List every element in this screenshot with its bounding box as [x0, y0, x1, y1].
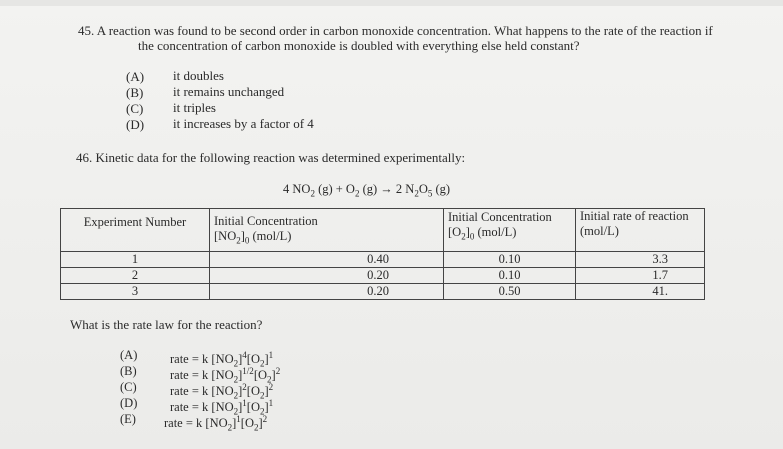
cell-o2: 0.10: [444, 268, 576, 284]
cell-no2: 0.40: [210, 252, 444, 268]
stray-mark: .: [664, 284, 668, 298]
q46-option-c[interactable]: [120, 379, 274, 401]
option-letter: (A): [120, 348, 138, 362]
q45-line1: [78, 23, 713, 39]
q45-number: 45.: [78, 23, 95, 38]
rate-law-a: rate = k $[NO_2]^4[O_2]^1$: [170, 350, 274, 369]
table-row: [61, 268, 705, 284]
option-letter: (A): [126, 69, 145, 84]
q46-question: What is the rate law for the reaction?: [70, 317, 263, 332]
q45-option-b[interactable]: [126, 84, 285, 100]
option-letter: (D): [126, 117, 145, 132]
q46-option-a[interactable]: [120, 347, 274, 369]
rate-law-c: rate = k $[NO_2]^2[O_2]^2$: [170, 382, 274, 401]
header-rate: Initial rate of reaction (mol/L): [576, 209, 705, 252]
option-text: it triples: [173, 100, 216, 115]
kinetics-table: [60, 208, 705, 300]
option-text: it increases by a factor of 4: [173, 116, 314, 131]
q46-option-d[interactable]: [120, 395, 274, 417]
q46-option-e[interactable]: [120, 411, 268, 433]
arrow-icon: →: [380, 182, 393, 196]
header-experiment: Experiment Number: [61, 209, 210, 252]
cell-no2: 0.20: [210, 284, 444, 300]
cell-exp: 2: [61, 268, 210, 284]
q46-option-b[interactable]: [120, 363, 281, 385]
cell-o2: 0.10: [444, 252, 576, 268]
rate-law-b: rate = k $[NO_2]^{1/2}[O_2]^2$: [170, 366, 281, 385]
q45-option-d[interactable]: [126, 116, 314, 132]
cell-rate: 41.: [576, 284, 705, 300]
q45-option-a[interactable]: [126, 68, 224, 84]
q45-option-c[interactable]: [126, 100, 216, 116]
cell-exp: 3: [61, 284, 210, 300]
rate-law-d: rate = k $[NO_2]^1[O_2]^1$: [170, 398, 274, 417]
option-letter: (E): [120, 412, 136, 426]
option-text: it remains unchanged: [173, 84, 285, 99]
q45-text-line1: A reaction was found to be second order in carbon monoxide concentration. What happens to the rate of the reaction if: [96, 23, 713, 38]
header-o2: Initial Concentration $[O_2]_0$ (mol/L): [444, 209, 576, 252]
option-letter: (B): [126, 85, 144, 100]
table-row: [61, 252, 705, 268]
option-letter: (C): [120, 380, 137, 394]
cell-exp: 1: [61, 252, 210, 268]
option-letter: (D): [120, 396, 138, 410]
q46-number: 46.: [76, 150, 93, 165]
option-letter: (B): [120, 364, 137, 378]
q46-options: [120, 347, 281, 433]
header-no2: Initial Concentration $[NO_2]_0$ (mol/L): [210, 209, 444, 252]
table-header-row: [61, 209, 705, 252]
q45-text-line2: the concentration of carbon monoxide is doubled with everything else held constant?: [138, 38, 580, 53]
cell-rate: 3.3: [576, 252, 705, 268]
cell-no2: 0.20: [210, 268, 444, 284]
q45-options: [126, 68, 314, 132]
cell-o2: 0.50: [444, 284, 576, 300]
table-row: [61, 284, 705, 300]
q46-prompt: Kinetic data for the following reaction was determined experimentally:: [95, 150, 466, 165]
option-letter: (C): [126, 101, 144, 116]
q46-prompt-line: [76, 150, 465, 166]
cell-rate: 1.7: [576, 268, 705, 284]
rate-law-e: rate = k $[NO_2]^1[O_2]^2$: [164, 414, 268, 433]
option-text: it doubles: [173, 68, 224, 83]
top-cutoff-strip: [0, 0, 783, 6]
reaction-equation: 4 $NO_2$ $(g) + O_2$ (g) → 2 $N_2O_5$ (g): [283, 182, 451, 199]
